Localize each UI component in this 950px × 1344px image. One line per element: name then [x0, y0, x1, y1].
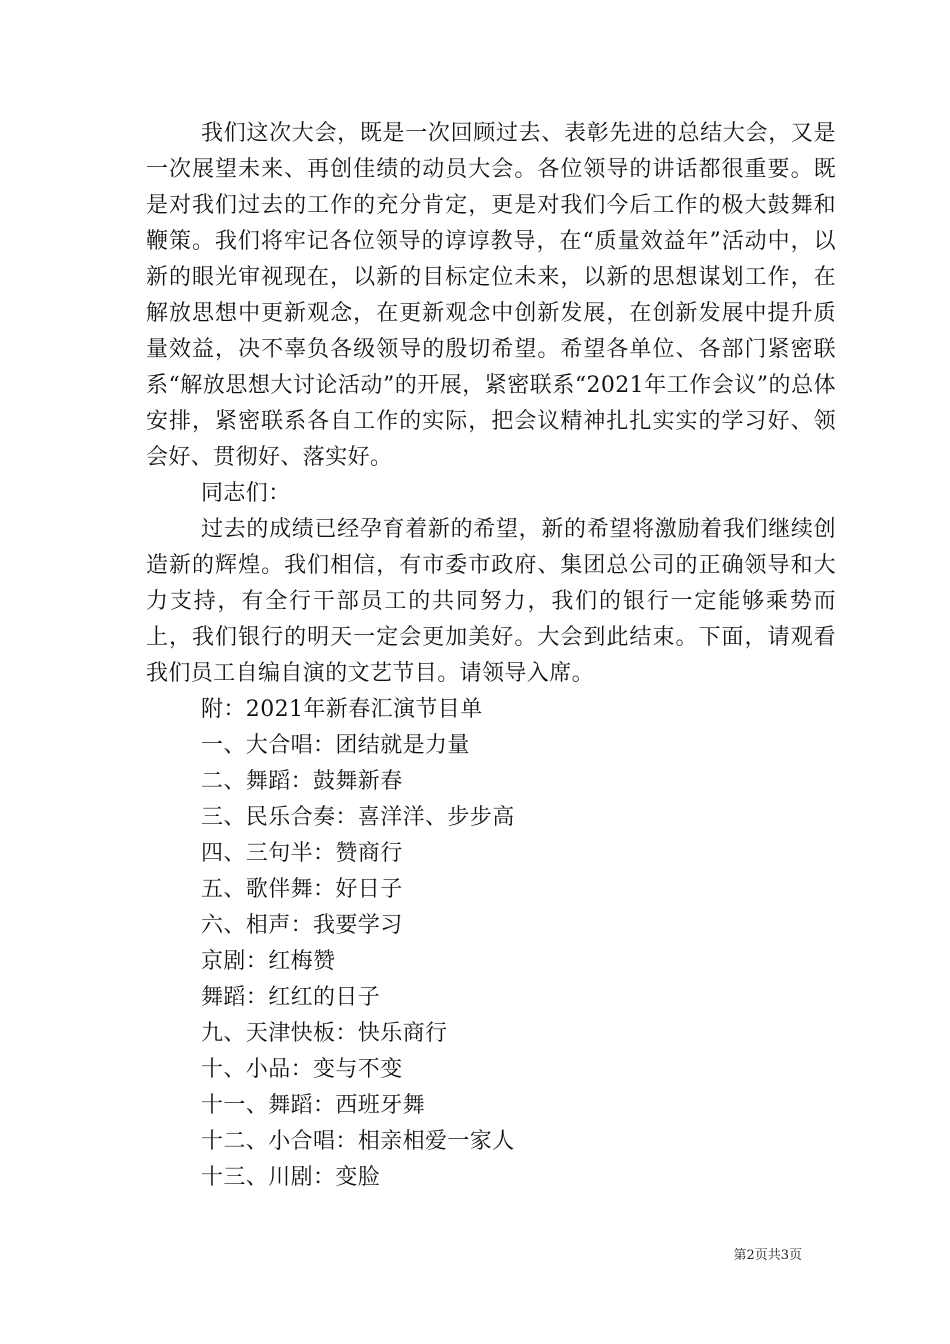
page-number: 第2页共3页 [733, 1248, 802, 1263]
program-item: 舞蹈：红红的日子 [201, 985, 381, 1010]
program-item: 六、相声：我要学习 [201, 913, 403, 938]
program-item: 五、歌伴舞：好日子 [201, 877, 403, 902]
salutation: 同志们： [201, 481, 291, 506]
program-list [146, 728, 836, 1196]
program-item: 十、小品：变与不变 [201, 1057, 403, 1082]
document-body [146, 116, 836, 1196]
program-item: 京剧：红梅赞 [201, 949, 336, 974]
program-item: 十二、小合唱：相亲相爱一家人 [201, 1129, 515, 1154]
program-title: 附：2021年新春汇演节目单 [201, 697, 483, 722]
program-item: 四、三句半：赞商行 [201, 841, 403, 866]
page-footer [0, 1247, 950, 1265]
program-item: 九、天津快板：快乐商行 [201, 1021, 448, 1046]
program-item: 一、大合唱：团结就是力量 [201, 733, 470, 758]
closing-paragraph-2: 过去的成绩已经孕育着新的希望，新的希望将激励着我们继续创造新的辉煌。我们相信，有市委市政府、集团总公司的正确领导和大力支持，有全行干部员工的共同努力，我们的银行一定能够乘势而上，我们银行的明天一定会更加美好。大会到此结束。下面，请观看我们员工自编自演的文艺节目。请领导入席。 [146, 517, 836, 686]
program-item: 十三、川剧：变脸 [201, 1165, 381, 1190]
closing-paragraph-1: 我们这次大会，既是一次回顾过去、表彰先进的总结大会，又是一次展望未来、再创佳绩的动员大会。各位领导的讲话都很重要。既是对我们过去的工作的充分肯定，更是对我们今后工作的极大鼓舞和鞭策。我们将牢记各位领导的谆谆教导，在“质量效益年”活动中，以新的眼光审视现在，以新的目标定位未来，以新的思想谋划工作，在解放思想中更新观念，在更新观念中创新发展，在创新发展中提升质量效益，决不辜负各级领导的殷切希望。希望各单位、各部门紧密联系“解放思想大讨论活动”的开展，紧密联系“2021年工作会议”的总体安排，紧密联系各自工作的实际，把会议精神扎扎实实的学习好、领会好、贯彻好、落实好。 [146, 121, 836, 470]
program-item: 二、舞蹈：鼓舞新春 [201, 769, 403, 794]
program-item: 三、民乐合奏：喜洋洋、步步高 [201, 805, 515, 830]
program-item: 十一、舞蹈：西班牙舞 [201, 1093, 426, 1118]
